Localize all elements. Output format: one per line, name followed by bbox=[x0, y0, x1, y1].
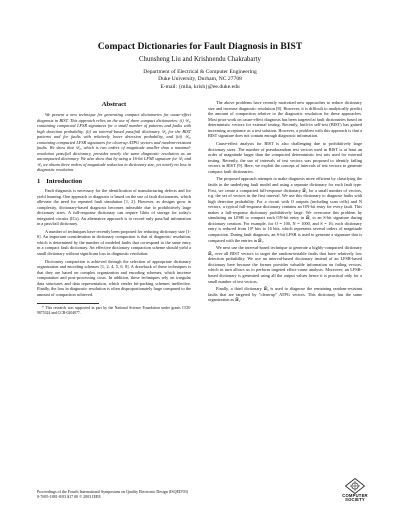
section-heading-introduction bbox=[37, 178, 191, 186]
ieee-logo-icon bbox=[345, 478, 365, 494]
footer-line: 0-7695-1881-8/03 $17.00 © 2003 IEEE bbox=[37, 494, 101, 500]
body-paragraph: Cause-effect analysis for BIST is also challenging due to prohibitively large dictionary sizes. The number of pseudorandom test vectors used in BIST is at least an order of magnitude larger than the compacted deterministic test sets used for external testing. Recently, the use of intervals of test vectors was proposed to identify failing vectors in BIST [9]. Here, we exploit the concept of intervals of test vectors to generate compact fault dictionaries. bbox=[208, 141, 362, 174]
affiliation-email: E-mail: {mlia, krish}@ee.duke.edu bbox=[160, 83, 240, 90]
paper-authors: Chunsheng Liu and Krishnendu Chakrabarty bbox=[139, 56, 261, 63]
affiliation-line: Duke University, Durham, NC 27708 bbox=[158, 76, 242, 83]
logo-caption bbox=[335, 494, 375, 503]
body-paragraph: The proposed approach attempts to make diagnosis more efficient by classifying the faults in the underlying fault model and using a separate dictionary for each fault type. First, we create a compacted full-response dictionary 𝒟₁ for a small number of vectors, e.g. the set of vectors in the first interval. We use this dictionary to diagnose faults with high detection probability. For a circuit with O outputs (including scan cells) and N vectors, a typical full-response dictionary contains an ON-bit entry for every fault. This makes a full-response dictionary prohibitively large. We overcome this problem by simulating an LFSR to compact each ON-bit entry in 𝒟₁ to an S-bit signature during dictionary creation. For example, for O = 100, N = 1000, and S = 16, each dictionary entry is reduced from 10⁵ bits to 16 bits, which represents several orders of magnitude compaction. During fault diagnosis, an S-bit LFSR is used to generate a signature that is compared with the entries in 𝒟₁. bbox=[208, 176, 362, 243]
section-title: Introduction bbox=[46, 178, 83, 186]
logo-line: SOCIETY bbox=[345, 497, 365, 503]
section-number: 1 bbox=[37, 178, 41, 186]
body-paragraph: A number of techniques have recently been proposed for reducing dictionary size [1-6]. An important consideration in dictionary compaction is that of diagnostic resolution, which is determined by the number of modeled faults that correspond to the same entry in a compact fault dictionary. An effective dictionary compaction scheme should yield a small dictionary without significant loss in diagnostic resolution. bbox=[37, 228, 191, 257]
affiliation-line: Department of Electrical & Computer Engineering bbox=[143, 69, 257, 75]
logo-line: COMPUTER bbox=[342, 493, 368, 498]
body-paragraph: Dictionary compaction is achieved through the selection of appropriate dictionary organization and encoding schemes [1, 2, 4, 5, 6, 8]. A drawback of these techniques is that they are based on complex organization and encoding schemes, which increase computation and post-processing costs. In addition, these techniques rely on irregular data structures and data representation, which render bit-packing schemes ineffective. Finally, the loss in diagnostic resolution is often disproportionately large compared to the amount of compaction achieved. bbox=[37, 258, 191, 297]
footnote: * This research was supported in part by the National Science Foundation under grants CCR-9875324 and CCR-0204077. bbox=[37, 306, 191, 315]
body-paragraph: Finally, a third dictionary 𝒟₃ is used to diagnose the remaining random-resistant faults that are targeted by "clean-up" ATPG vectors. This dictionary has the same organization as 𝒟₁. bbox=[208, 286, 362, 303]
right-column bbox=[208, 100, 362, 305]
footer-line: Proceedings of the Fourth International Symposium on Quality Electronic Design (ISQED'03) bbox=[37, 489, 188, 494]
computer-society-logo bbox=[335, 478, 375, 506]
abstract-heading: Abstract bbox=[101, 101, 127, 108]
proceedings-footer bbox=[37, 489, 188, 500]
body-paragraph: The above problems have recently motivated new approaches to reduce dictionary size and increase diagnostic resolution [8]. However, it is difficult to analytically predict the amount of compaction relative to the diagnostic resolution for these approaches. Most prior work on cause-effect diagnosis has been targeted at fault dictionaries based on deterministic vectors for external testing. Recently, built-in self-test (BIST) has gained increasing acceptance as a test solution. However, a problem with this approach is that a BIST signature does not contain enough diagnostic information. bbox=[208, 100, 362, 139]
abstract-text: We present a new technique for generating compact dictionaries for cause-effect diagnosis in BIST. This approach relies on the use of three compact dictionaries: (i) 𝒟₁, containing compacted LFSR signatures for a small number of patterns and faults with high detection probability, (ii) an interval-based pass/fail dictionary 𝒟₂ for the BIST patterns and for faults with relatively lower detection probability, and (iii) 𝒟₃, containing compacted LFSR signatures for clean-up ATPG vectors and random-resistant faults. We show that 𝒟₂, which is two orders of magnitude smaller than a maximal-resolution pass/fail dictionary, provides nearly the same diagnostic resolution as an uncompacted dictionary. We also show that by using a 16-bit LFSR signature for 𝒟₁ and 𝒟₃ we obtain three orders of magnitude reduction in dictionary size, yet nearly no loss in diagnostic resolution. bbox=[37, 112, 191, 173]
body-paragraph: We next use the interval-based technique to generate a highly-compacted dictionary 𝒟₂ over all BIST vectors to target the random-testable faults that have relatively low detection probability. We use an interval-based dictionary instead of an LFSR-based dictionary here because the former provides valuable information on failing vectors, which in turn allows us to perform targeted effect-cause analysis. Moreover, an LFSR-based dictionary is generated using all the output values hence it is practical only for a small number of test vectors. bbox=[208, 245, 362, 284]
left-column bbox=[37, 100, 191, 316]
footnote-divider bbox=[37, 303, 99, 304]
author-affiliation bbox=[0, 69, 400, 91]
body-paragraph: Fault diagnosis is necessary for the identification of manufacturing defects and for yield learning. One approach to diagnosis is based on the use of fault dictionaries, which alleviate the need for repeated fault simulation [1, 2]. However, as designs grow in complexity, dictionary-based diagnosis becomes infeasible due to prohibitively large dictionary sizes. A full-response dictionary can require Gbits of storage for today's integrated circuits (ICs). An alternative approach is to record only pass/fail information in a pass/fail dictionary. bbox=[37, 188, 191, 227]
paper-title: Compact Dictionaries for Fault Diagnosis in BIST bbox=[97, 41, 303, 52]
